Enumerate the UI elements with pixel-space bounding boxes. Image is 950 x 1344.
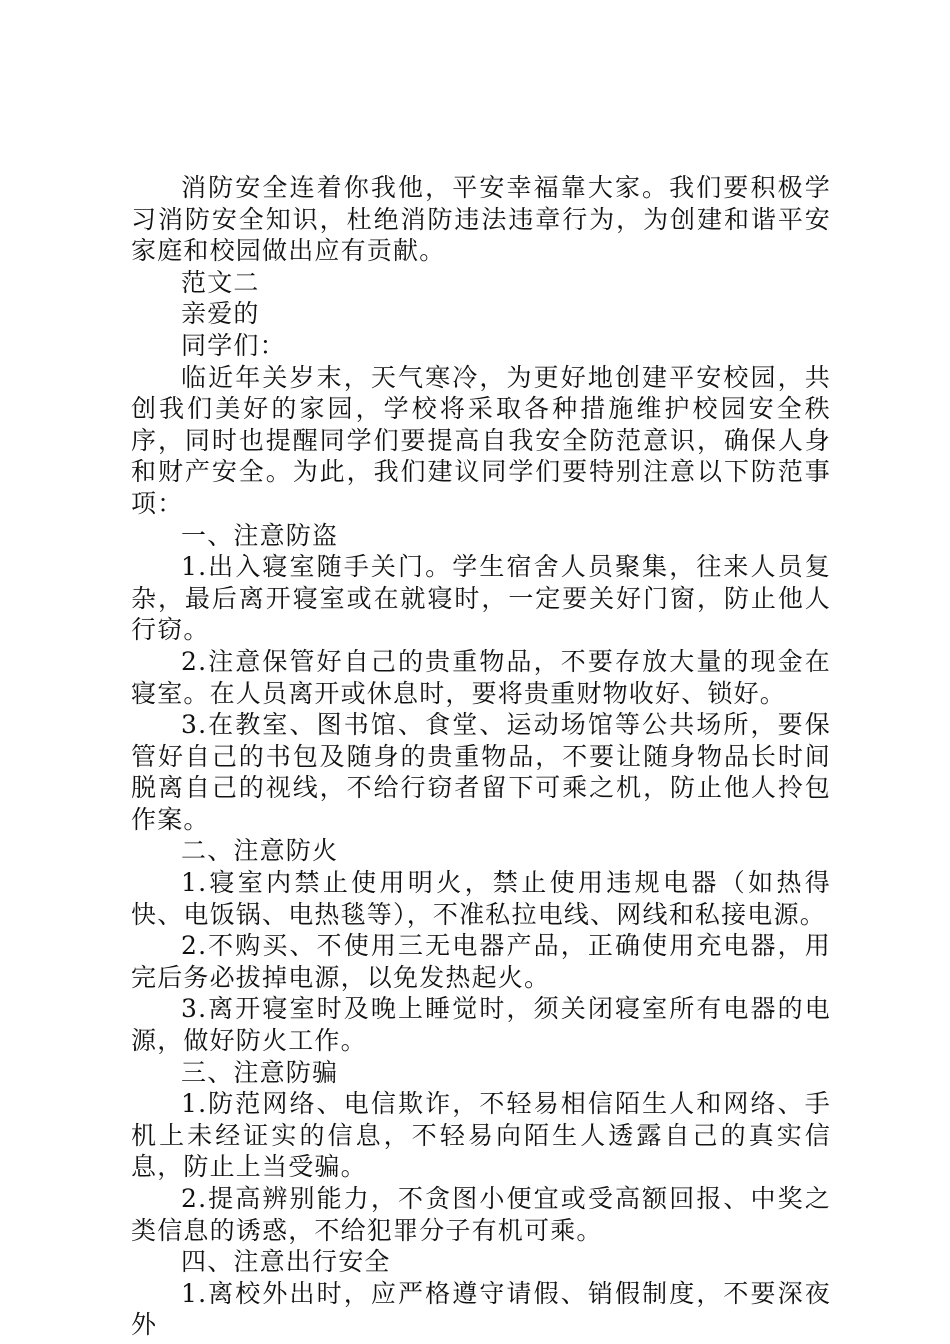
heading-travel-safety: 四、注意出行安全	[181, 1247, 391, 1277]
document-page	[131, 172, 831, 1341]
item-fraud-1: 1.防范网络、电信欺诈，不轻易相信陌生人和网络、手机上未经证实的信息，不轻易向陌生人透露自己的真实信息，防止上当受骗。	[131, 1089, 831, 1182]
heading-fire-prevention: 二、注意防火	[181, 836, 339, 866]
paragraph-intro: 消防安全连着你我他，平安幸福靠大家。我们要积极学习消防安全知识，杜绝消防违法违章行为，为创建和谐平安家庭和校园做出应有贡献。	[131, 173, 831, 266]
paragraph-opening: 临近年关岁末，天气寒冷，为更好地创建平安校园，共创我们美好的家园，学校将采取各种措施维护校园安全秩序，同时也提醒同学们要提高自我安全防范意识，确保人身和财产安全。为此，我们建议同学们要特别注意以下防范事项：	[131, 362, 831, 518]
item-theft-1: 1.出入寝室随手关门。学生宿舍人员聚集，往来人员复杂，最后离开寝室或在就寝时，一定要关好门窗，防止他人行窃。	[131, 552, 831, 645]
salutation-line-1: 亲爱的	[181, 299, 260, 329]
item-fire-1: 1.寝室内禁止使用明火，禁止使用违规电器（如热得快、电饭锅、电热毯等），不准私拉电线、网线和私接电源。	[131, 868, 831, 929]
section-heading-sample-two: 范文二	[181, 267, 260, 297]
item-fire-3: 3.离开寝室时及晚上睡觉时，须关闭寝室所有电器的电源，做好防火工作。	[131, 994, 831, 1056]
heading-theft-prevention: 一、注意防盗	[181, 520, 339, 550]
item-travel-1: 1.离校外出时，应严格遵守请假、销假制度，不要深夜外	[131, 1278, 831, 1340]
item-theft-2: 2.注意保管好自己的贵重物品，不要存放大量的现金在寝室。在人员离开或休息时，要将贵重财物收好、锁好。	[131, 646, 831, 708]
item-fire-2: 2.不购买、不使用三无电器产品，正确使用充电器，用完后务必拔掉电源，以免发热起火。	[131, 931, 831, 992]
item-fraud-2: 2.提高辨别能力，不贪图小便宜或受高额回报、中奖之类信息的诱惑，不给犯罪分子有机可乘。	[131, 1184, 831, 1245]
item-theft-3: 3.在教室、图书馆、食堂、运动场馆等公共场所，要保管好自己的书包及随身的贵重物品，不要让随身物品长时间脱离自己的视线，不给行窃者留下可乘之机，防止他人拎包作案。	[131, 710, 831, 834]
salutation-line-2: 同学们：	[181, 330, 286, 360]
heading-fraud-prevention: 三、注意防骗	[181, 1057, 339, 1087]
